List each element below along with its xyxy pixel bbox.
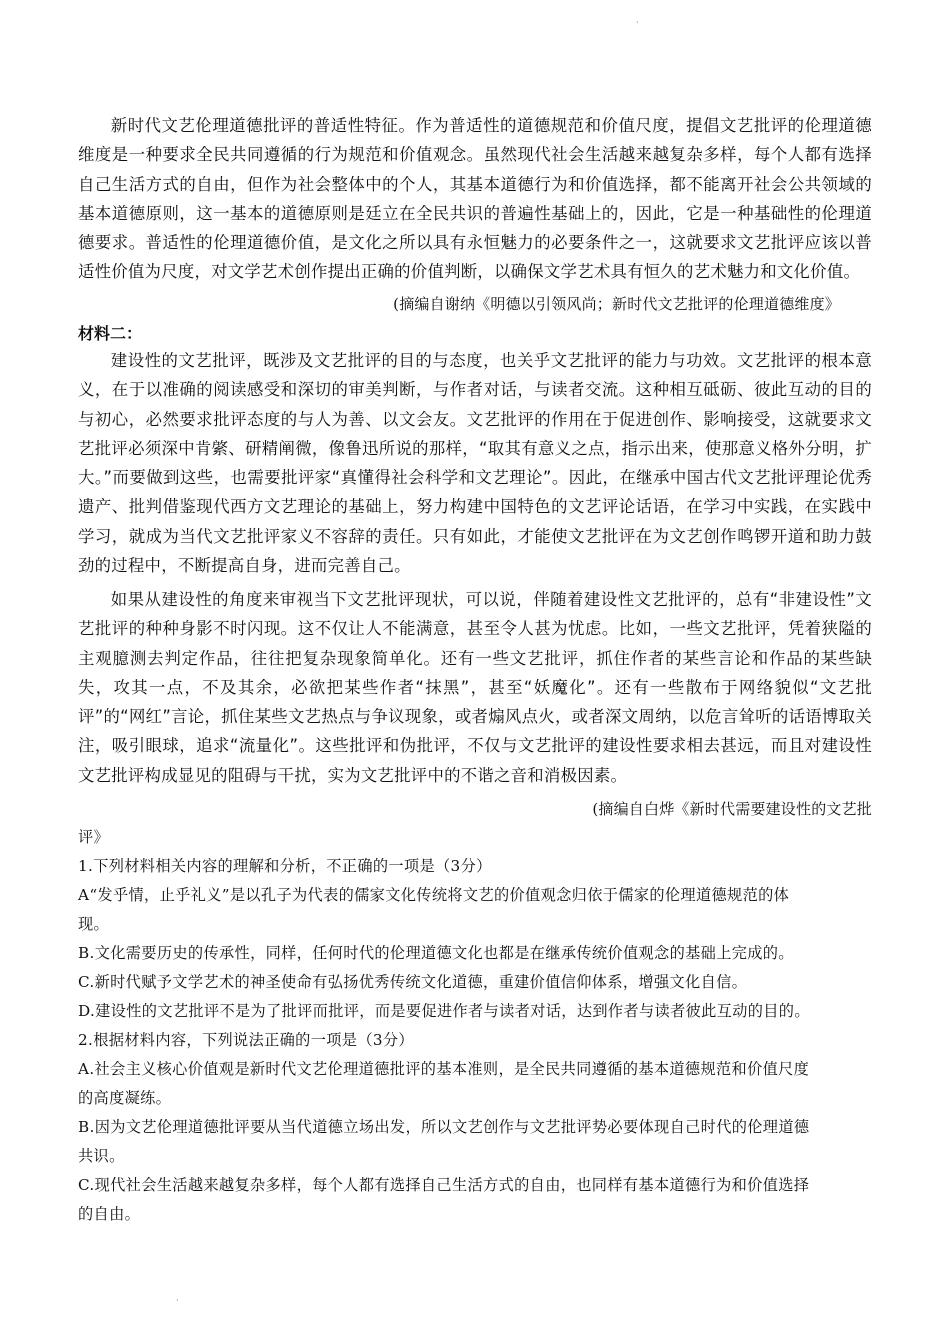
- material1-source: (摘编自谢纳《明德以引领风尚；新时代文艺批评的伦理道德维度》: [393, 295, 840, 313]
- material2-source-line1: (摘编自白烨《新时代需要建设性的文艺批: [592, 800, 872, 818]
- question-2-option-c: C.现代社会生活越来越复杂多样，每个人都有选择自己生活方式的自由，也同样有基本道德行为和价值选择: [78, 1176, 810, 1194]
- material2-heading: 材料二：: [78, 324, 143, 343]
- question-1-stem: 1.下列材料相关内容的理解和分析，不正确的一项是（3分）: [78, 857, 492, 875]
- question-1-option-d: D.建设性的文艺批评不是为了批评而批评，而是要促进作者与读者对话，达到作者与读者彼此互动的目的。: [78, 1002, 810, 1020]
- material2-paragraph-2: 如果从建设性的角度来审视当下文艺批评现状，可以说，伴随着建设性文艺批评的，总有“非建设性”文艺批评的种种身影不时闪现。这不仅让人不能满意，甚至令人甚为忧虑。比如，一些文艺批评，凭着狭隘的主观臆测去判定作品，往往把复杂现象简单化。还有一些文艺批评，抓住作者的某些言论和作品的某些缺失，攻其一点，不及其余，必欲把某些作者“抹黑”，甚至“妖魔化”。还有一些散布于网络貌似“文艺批评”的“网红”言论，抓住某些文艺热点与争议现象，或者煽风点火，或者深文周纳，以危言耸听的话语博取关注，吸引眼球，追求“流量化”。这些批评和伪批评，不仅与文艺批评的建设性要求相去甚远，而且对建设性文艺批评构成显见的阻碍与干扰，实为文艺批评中的不谐之音和消极因素。: [78, 590, 872, 785]
- question-1-option-c: C.新时代赋予文学艺术的神圣使命有弘扬优秀传统文化道德，重建价值信仰体系，增强文化自信。: [78, 973, 748, 991]
- bottom-mark: ·: [176, 1296, 179, 1305]
- question-1-option-a-cont: 现。: [78, 915, 110, 933]
- question-2-option-b-cont: 共识。: [78, 1147, 125, 1165]
- question-2-option-a-cont: 的高度凝练。: [78, 1089, 172, 1107]
- material1-paragraph: 新时代文艺伦理道德批评的普适性特征。作为普适性的道德规范和价值尺度，提倡文艺批评的伦理道德维度是一种要求全民共同遵循的行为规范和价值观念。虽然现代社会生活越来越复杂多样，每个人都有选择自己生活方式的自由，但作为社会整体中的个人，其基本道德行为和价值选择，都不能离开社会公共领域的基本道德原则，这一基本的道德原则是廷立在全民共识的普遍性基础上的，因此，它是一种基础性的伦理道德要求。普适性的伦理道德价值，是文化之所以具有永恒魅力的必要条件之一，这就要求文艺批评应该以普适性价值为尺度，对文学艺术创作提出正确的价值判断，以确保文学艺术具有恒久的艺术魅力和文化价值。: [78, 116, 872, 282]
- question-2-option-b: B.因为文艺伦理道德批评要从当代道德立场出发，所以文艺创作与文艺批评势必要体现自己时代的伦理道德: [78, 1118, 810, 1136]
- question-1-option-a: A“发乎情，止乎礼义”是以孔子为代表的儒家文化传统将文艺的价值观念归依于儒家的伦理道德规范的体: [78, 886, 790, 904]
- question-2-stem: 2.根据材料内容，下列说法正确的一项是（3分）: [78, 1031, 414, 1049]
- question-1-option-b: B.文化需要历史的传承性，同样，任何时代的伦理道德文化也都是在继承传统价值观念的基础上完成的。: [78, 944, 794, 962]
- question-2-option-c-cont: 的自由。: [78, 1205, 141, 1223]
- material2-source-line2: 评》: [78, 828, 110, 846]
- top-mark: ·: [636, 18, 639, 27]
- question-2-option-a: A.社会主义核心价值观是新时代文艺伦理道德批评的基本准则，是全民共同遵循的基本道德规范和价值尺度: [78, 1060, 810, 1078]
- material2-paragraph-1: 建设性的文艺批评，既涉及文艺批评的目的与态度，也关乎文艺批评的能力与功效。文艺批评的根本意义，在于以准确的阅读感受和深切的审美判断，与作者对话，与读者交流。这种相互砥砺、彼此互动的目的与初心，必然要求批评态度的与人为善、以文会友。文艺批评的作用在于促进创作、影响接受，这就要求文艺批评必须深中肯綮、研精阐微，像鲁迅所说的那样，“取其有意义之点，指示出来，使那意义格外分明，扩大。”而要做到这些，也需要批评家“真懂得社会科学和文艺理论”。因此，在继承中国古代文艺批评理论优秀遗产、批判借鉴现代西方文艺理论的基础上，努力构建中国特色的文艺评论话语，在学习中实践，在实践中学习，就成为当代文艺批评家义不容辞的责任。只有如此，才能使文艺批评在为文艺创作鸣锣开道和助力鼓劲的过程中，不断提高自身，进而完善自己。: [78, 351, 872, 576]
